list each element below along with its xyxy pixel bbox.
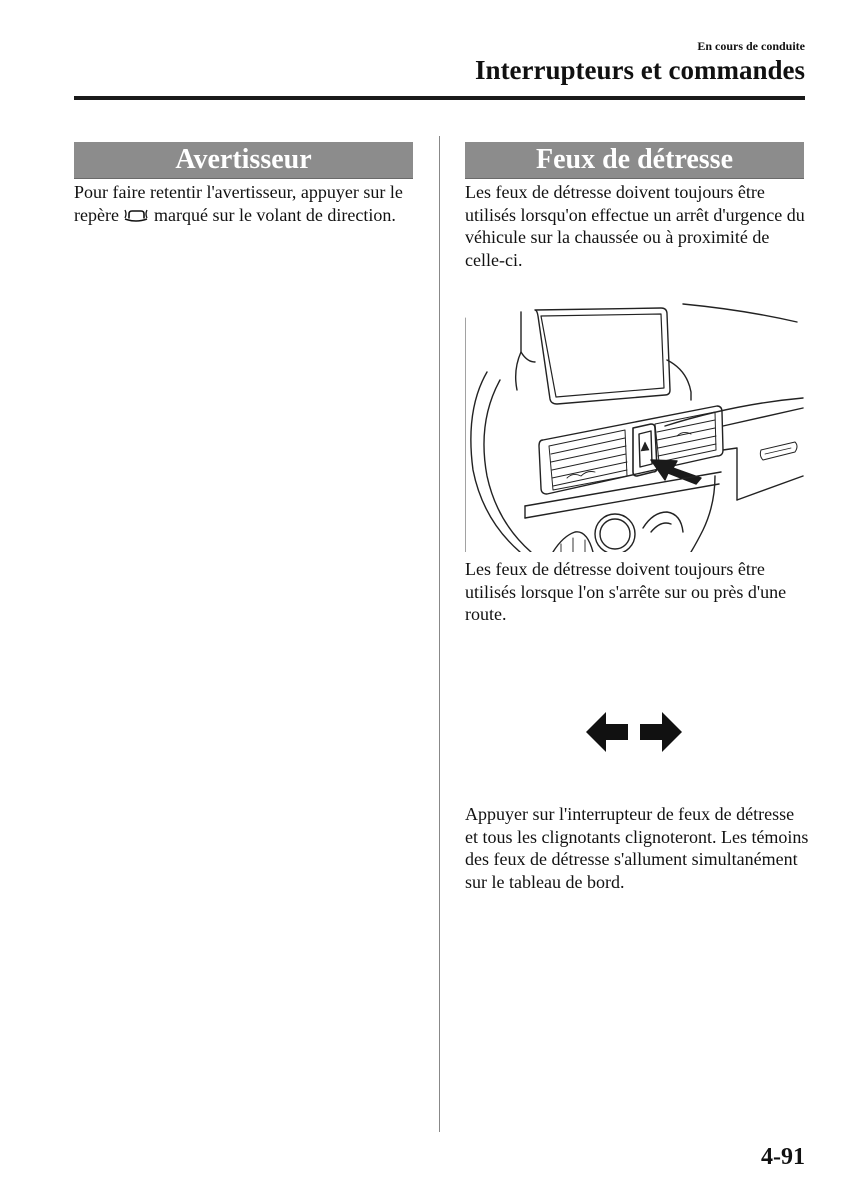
hazard-arrows-icon [584,710,684,754]
paragraph-feux-intro: Les feux de détresse doivent toujours être utilisés lorsqu'on effectue un arrêt d'urgence du véhicule sur la chaussée ou à proximité de celle-ci. [465,182,805,270]
heading-feux-de-detresse: Feux de détresse [465,142,804,179]
heading-avertisseur: Avertisseur [74,142,413,179]
paragraph-feux-route: Les feux de détresse doivent toujours être utilisés lorsque l'on s'arrête sur ou près d'une route. [465,559,787,624]
chapter-label: En cours de conduite [697,39,805,53]
hazard-switch-dashboard-illustration [465,300,805,552]
column-divider [439,136,440,1132]
paragraph-avertisseur-part2: marqué sur le volant de direction. [153,204,396,225]
paragraph-feux-instruction: Appuyer sur l'interrupteur de feux de détresse et tous les clignotants clignoteront. Les témoins des feux de détresse s'allument simultanément sur le tableau de bord. [465,804,809,892]
paragraph-avertisseur [74,181,424,226]
horn-icon [123,208,149,222]
page-number: 4-91 [761,1144,805,1170]
header-rule [74,96,805,100]
paragraph-avertisseur-part1: Pour faire retentir l'avertisseur, appuyer sur le repère [74,182,403,225]
section-title: Interrupteurs et commandes [475,55,805,85]
